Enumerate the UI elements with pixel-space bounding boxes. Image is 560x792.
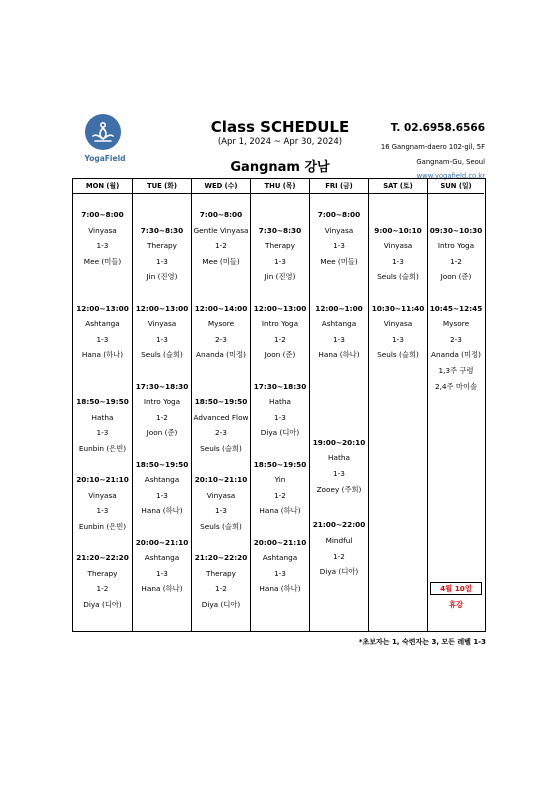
class-time: 7:00~8:00 [81, 210, 124, 219]
class-detail: Ananda (미정) [196, 350, 246, 360]
class-detail: Ashtanga [144, 553, 180, 563]
class-time: 20:10~21:10 [194, 475, 248, 485]
class-detail: Diya (디아) [319, 567, 359, 577]
branch-name: Gangnam 강남 [230, 160, 330, 175]
class-detail: Mee (미들) [83, 256, 122, 266]
class-time: 12:00~13:00 [76, 303, 129, 313]
class-detail: Ashtanga [262, 553, 298, 563]
class-time: 18:50~19:50 [76, 397, 129, 407]
class-detail: Eunbin (은빈) [78, 522, 127, 531]
class-detail: 1-3 [156, 334, 168, 344]
class-time: 12:00~14:00 [194, 303, 248, 313]
class-detail: Intro Yoga [437, 241, 475, 251]
class-detail: Hana (하나) [318, 350, 360, 360]
class-detail: Mee (미들) [202, 256, 240, 266]
day-column-sat [368, 179, 427, 631]
class-detail: Seuls (슬희) [200, 522, 242, 531]
class-detail: Hana (하나) [141, 506, 183, 516]
class-detail: 1-2 [156, 412, 168, 422]
class-detail: 1-3 [333, 468, 345, 478]
class-detail: Diya (디아) [260, 428, 300, 438]
day-column-mon [73, 179, 132, 631]
class-time: 21:20~22:20 [194, 553, 248, 563]
class-detail: 1-3 [156, 568, 168, 578]
logo-wordmark: YogaField [84, 154, 126, 163]
class-time: 9:00~10:10 [374, 225, 422, 235]
class-detail: 1-3 [156, 256, 168, 266]
class-detail: Zooey (주희) [316, 484, 362, 494]
day-column-fri [309, 179, 368, 631]
class-detail: 1-2 [450, 256, 462, 266]
holiday-notice: 4월 10일 [440, 584, 472, 594]
class-time: 20:00~21:10 [135, 537, 189, 547]
class-detail: 1-3 [96, 241, 109, 251]
schedule-period: (Apr 1, 2024 ~ Apr 30, 2024) [217, 137, 343, 147]
day-header-fri: FRI (금) [310, 179, 368, 194]
class-detail: Diya (디아) [201, 600, 241, 609]
class-detail: Hatha [269, 397, 291, 407]
class-detail: 1-3 [333, 334, 345, 344]
class-detail: Eunbin (은빈) [78, 444, 127, 453]
class-detail: Vinyasa [206, 490, 236, 500]
class-detail: Intro Yoga [143, 397, 181, 407]
class-detail: Hana (하나) [259, 584, 301, 594]
class-detail: 1-3 [215, 506, 227, 516]
class-detail: Hatha [91, 412, 114, 422]
class-detail: Ashtanga [85, 319, 120, 329]
class-detail: 1-2 [96, 584, 109, 594]
class-time: 10:30~11:40 [371, 303, 425, 313]
class-detail: 2-3 [215, 334, 227, 344]
class-detail: Mysore [442, 319, 470, 329]
schedule-grid [72, 178, 486, 632]
address [325, 140, 485, 170]
class-detail: 2-3 [215, 428, 227, 438]
class-detail: Seuls (슬희) [200, 444, 242, 453]
day-column-sun [427, 179, 484, 631]
class-detail: 1-3 [274, 412, 286, 422]
class-detail: 1-3 [333, 241, 345, 251]
address-line-1: 16 Gangnam-daero 102-gil, 5F [380, 143, 485, 151]
class-detail: Ashtanga [321, 319, 357, 329]
class-detail: Joon (준) [440, 272, 472, 282]
class-detail: Mysore [207, 319, 235, 329]
class-time: 7:30~8:30 [258, 225, 302, 235]
class-time: 17:30~18:30 [135, 381, 189, 391]
class-detail: Ashtanga [144, 475, 180, 485]
class-detail: 1-2 [215, 241, 227, 251]
class-detail: 1-2 [215, 584, 227, 594]
day-column-thu [250, 179, 309, 631]
class-detail: Joon (준) [146, 428, 178, 438]
contact-block [325, 122, 485, 182]
day-column-tue [132, 179, 191, 631]
class-time: 12:00~13:00 [135, 303, 189, 313]
class-detail: 1-3 [392, 256, 404, 266]
class-time: 20:10~21:10 [76, 475, 129, 485]
class-detail: Vinyasa [88, 225, 117, 235]
class-time: 18:50~19:50 [253, 459, 307, 469]
class-detail: Therapy [147, 241, 177, 251]
class-detail: Vinyasa [383, 319, 413, 329]
class-time: 19:00~20:10 [312, 437, 366, 447]
class-time: 12:00~1:00 [315, 303, 363, 313]
class-detail: Seuls (슬희) [377, 272, 419, 282]
phone-number: T. 02.6958.6566 [390, 122, 485, 134]
class-time: 7:00~8:00 [317, 210, 361, 219]
class-detail: Hatha [328, 453, 350, 463]
class-detail: 1,3주 구령 [438, 366, 474, 375]
class-detail: Hana (하나) [259, 506, 301, 516]
class-detail: 1-3 [96, 334, 109, 344]
class-detail: Diya (디아) [83, 600, 122, 609]
class-detail: Yin [274, 475, 286, 485]
day-header-sun: SUN (일) [428, 179, 484, 194]
class-detail: 1-2 [274, 490, 286, 500]
class-detail: Vinyasa [88, 490, 117, 500]
class-detail: Mee (미들) [320, 256, 358, 266]
class-detail: Therapy [265, 241, 295, 251]
class-time: 20:00~21:10 [253, 537, 307, 547]
class-detail: Joon (준) [264, 350, 296, 360]
day-header-thu: THU (목) [251, 179, 309, 194]
class-detail: Jin (진영) [264, 272, 296, 282]
class-detail: Jin (진영) [146, 272, 178, 282]
day-header-mon: MON (월) [73, 179, 132, 194]
holiday-notice: 휴강 [448, 600, 464, 609]
class-detail: Vinyasa [383, 241, 413, 251]
class-detail: Advanced Flow [193, 412, 249, 422]
lotus-icon [85, 114, 121, 150]
class-detail: 2-3 [450, 334, 462, 344]
class-detail: Vinyasa [147, 319, 177, 329]
class-detail: Therapy [87, 568, 118, 578]
class-time: 17:30~18:30 [253, 381, 307, 391]
website-link[interactable]: www.yogafield.co.kr [416, 172, 485, 180]
class-detail: 1-3 [274, 568, 286, 578]
address-line-2: Gangnam-Gu, Seoul [416, 158, 485, 166]
class-detail: 1-3 [156, 490, 168, 500]
class-time: 10:45~12:45 [429, 303, 483, 313]
class-time: 09:30~10:30 [429, 225, 483, 235]
class-detail: 1-2 [274, 334, 286, 344]
level-footnote: *초보자는 1, 숙련자는 3, 모든 레벨 1-3 [358, 638, 486, 646]
class-detail: 2,4주 마이솔 [434, 381, 478, 391]
class-time: 18:50~19:50 [135, 459, 189, 469]
class-detail: Hana (하나) [141, 584, 183, 594]
class-detail: Ananda (미정) [431, 350, 481, 360]
class-time: 21:00~22:00 [312, 520, 366, 530]
yogafield-logo [82, 114, 128, 174]
class-time: 21:20~22:20 [76, 553, 129, 563]
class-detail: Seuls (슬희) [377, 350, 419, 360]
day-header-wed: WED (수) [192, 179, 250, 194]
class-detail: Therapy [206, 568, 236, 578]
class-time: 12:00~13:00 [253, 303, 307, 313]
page-title: Class SCHEDULE [210, 118, 350, 136]
class-time: 7:00~8:00 [199, 210, 243, 219]
class-detail: Mindful [325, 536, 353, 546]
class-detail: 1-3 [96, 506, 109, 516]
class-detail: 1-3 [274, 256, 286, 266]
class-detail: Vinyasa [324, 225, 354, 235]
class-detail: 1-3 [392, 334, 404, 344]
day-header-sat: SAT (토) [369, 179, 427, 194]
class-detail: Seuls (슬희) [141, 350, 183, 360]
class-time: 7:30~8:30 [140, 225, 184, 235]
day-column-wed [191, 179, 250, 631]
class-time: 18:50~19:50 [194, 397, 248, 407]
class-detail: Hana (하나) [81, 350, 124, 360]
class-detail: Intro Yoga [261, 319, 299, 329]
class-detail: 1-3 [96, 428, 109, 438]
day-header-tue: TUE (화) [133, 179, 191, 194]
class-detail: Gentle Vinyasa [193, 225, 249, 235]
class-detail: 1-2 [333, 551, 345, 561]
